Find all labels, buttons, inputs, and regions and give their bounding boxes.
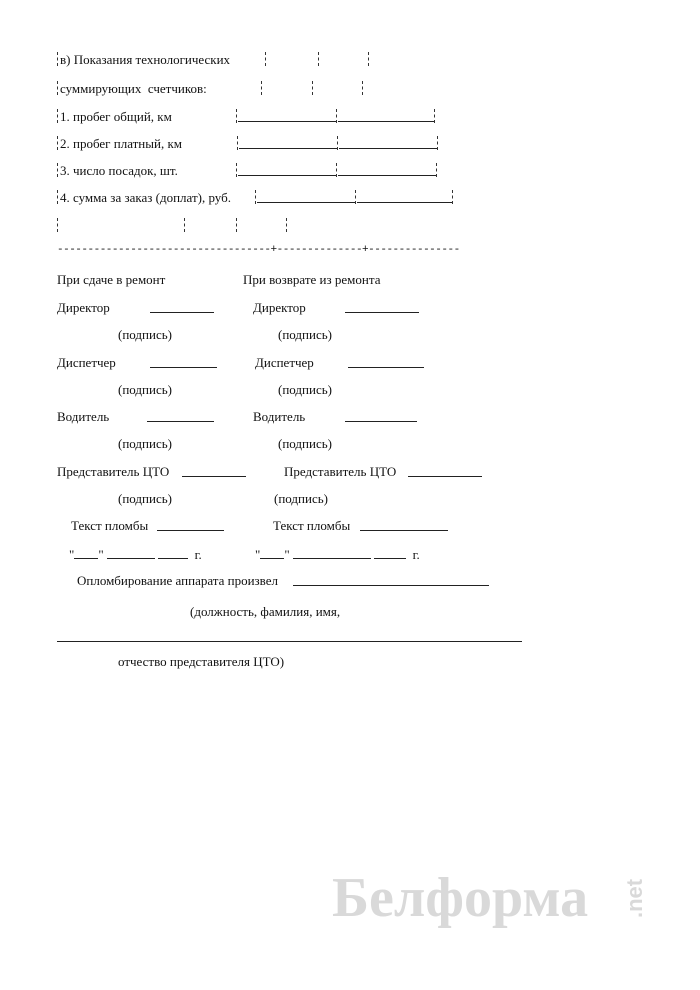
sealing-full-line[interactable] [57, 641, 522, 642]
table-bottom-border: -----------------------------------+--------------+--------------- [57, 244, 460, 256]
value-field[interactable] [257, 190, 355, 206]
year-suffix: г. [194, 547, 202, 562]
signature-hint: (подпись) [118, 436, 172, 451]
table-border [57, 190, 59, 204]
signature-hint: (подпись) [274, 491, 328, 506]
table-border [362, 81, 364, 95]
dispatcher-label: Диспетчер [57, 355, 116, 370]
driver-signature-line[interactable] [147, 409, 214, 425]
table-border [452, 190, 454, 204]
cto-rep-signature-line[interactable] [408, 464, 482, 480]
table-border [57, 52, 59, 66]
table-border [57, 218, 59, 232]
table-border [261, 81, 263, 95]
dispatcher-label: Диспетчер [255, 355, 314, 370]
director-label: Директор [253, 300, 306, 315]
counter-row-mileage-total: 1. пробег общий, км [60, 109, 172, 124]
sealing-hint-line2: отчество представителя ЦТО) [118, 654, 285, 669]
table-border [236, 218, 238, 232]
signature-hint: (подпись) [118, 382, 172, 397]
return-heading: При возврате из ремонта [243, 272, 381, 287]
counter-row-order-sum: 4. сумма за заказ (доплат), руб. [60, 190, 231, 205]
signature-hint: (подпись) [278, 327, 332, 342]
date-quote-open: " [255, 547, 261, 562]
driver-signature-line[interactable] [345, 409, 417, 425]
seal-text-line[interactable] [157, 518, 224, 534]
table-border [57, 109, 59, 123]
value-field[interactable] [338, 109, 434, 125]
table-border [57, 163, 59, 177]
sealing-label: Опломбирование аппарата произвел [77, 573, 278, 588]
director-signature-line[interactable] [345, 300, 419, 316]
value-field[interactable] [339, 136, 437, 152]
signature-hint: (подпись) [118, 491, 172, 506]
table-border [57, 136, 59, 150]
table-border [436, 163, 438, 177]
counter-row-landings: 3. число посадок, шт. [60, 163, 178, 178]
table-border [57, 81, 59, 95]
date-quote-close: " [98, 547, 104, 562]
date-quote-close: " [284, 547, 290, 562]
value-field[interactable] [357, 190, 452, 206]
cto-rep-label: Представитель ЦТО [284, 464, 397, 479]
table-border [437, 136, 439, 150]
value-field[interactable] [338, 163, 436, 179]
counter-row-mileage-paid: 2. пробег платный, км [60, 136, 183, 151]
table-border [434, 109, 436, 123]
cto-rep-label: Представитель ЦТО [57, 464, 170, 479]
value-field[interactable] [238, 109, 336, 125]
driver-label: Водитель [253, 409, 306, 424]
table-border [312, 81, 314, 95]
signature-hint: (подпись) [278, 382, 332, 397]
table-border [184, 218, 186, 232]
director-label: Директор [57, 300, 110, 315]
date-field[interactable] [255, 546, 420, 562]
table-border [286, 218, 288, 232]
counter-heading-line2: суммирующих счетчиков: [60, 81, 207, 96]
watermark-brand: Белформа [332, 867, 589, 929]
driver-label: Водитель [57, 409, 110, 424]
date-field[interactable] [69, 546, 202, 562]
sealing-line[interactable] [293, 573, 489, 589]
table-border [265, 52, 267, 66]
dispatcher-signature-line[interactable] [150, 355, 217, 371]
value-field[interactable] [238, 163, 336, 179]
handover-heading: При сдаче в ремонт [57, 272, 166, 287]
counter-heading-line1: в) Показания технологических [60, 52, 231, 67]
table-border [368, 52, 370, 66]
seal-text-line[interactable] [360, 518, 448, 534]
year-suffix: г. [412, 547, 420, 562]
seal-text-label: Текст пломбы [71, 518, 149, 533]
sealing-hint-line1: (должность, фамилия, имя, [190, 604, 341, 619]
watermark-tld: .net [622, 878, 647, 918]
dispatcher-signature-line[interactable] [348, 355, 424, 371]
signature-hint: (подпись) [278, 436, 332, 451]
value-field[interactable] [239, 136, 337, 152]
director-signature-line[interactable] [150, 300, 214, 316]
signature-hint: (подпись) [118, 327, 172, 342]
seal-text-label: Текст пломбы [273, 518, 351, 533]
cto-rep-signature-line[interactable] [182, 464, 246, 480]
table-border [318, 52, 320, 66]
date-quote-open: " [69, 547, 75, 562]
